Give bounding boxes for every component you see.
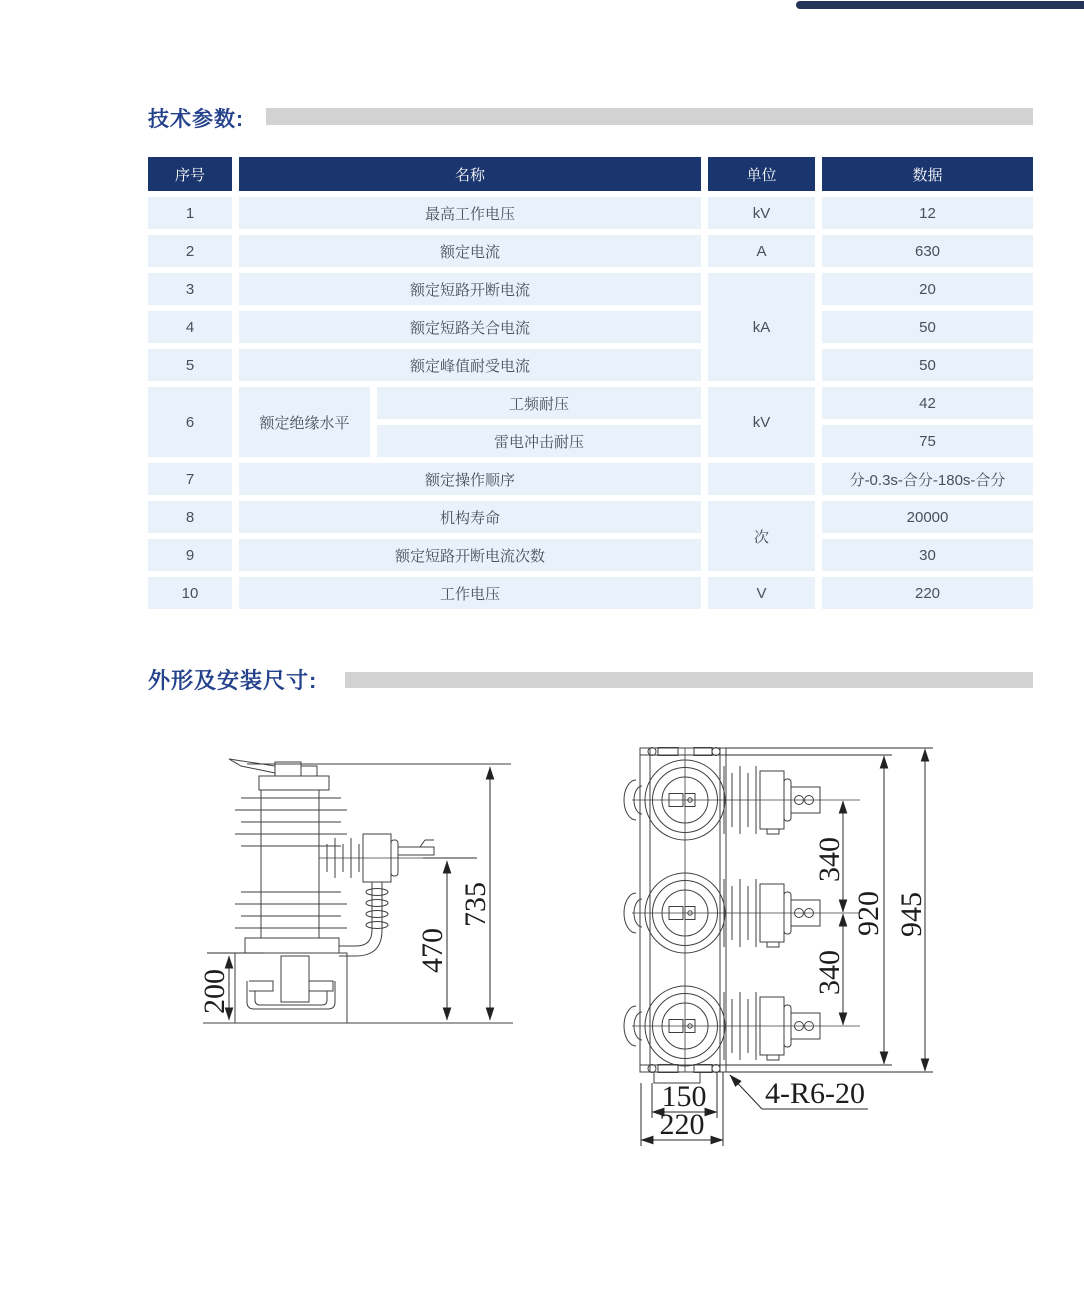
cell-unit: A [708,235,815,267]
drawing-top-view [628,735,968,1155]
dim-label-150: 150 [661,1080,707,1113]
cell-data: 50 [822,311,1033,343]
cell-no: 10 [148,577,232,609]
dim-label-920: 920 [852,891,885,936]
cell-unit: V [708,577,815,609]
pole-2 [624,873,860,953]
section-title-tech-params: 技术参数: [148,108,244,131]
cell-data: 42 [822,387,1033,419]
col-header-no: 序号 [148,157,232,191]
cell-unit-merged-ka: kA [708,273,815,381]
cell-data: 630 [822,235,1033,267]
cell-data: 75 [822,425,1033,457]
cell-data: 30 [822,539,1033,571]
cell-no: 5 [148,349,232,381]
cell-no: 1 [148,197,232,229]
top-accent-bar [796,1,1084,9]
col-header-name: 名称 [239,157,701,191]
col-header-unit: 单位 [708,157,815,191]
cell-no: 9 [148,539,232,571]
cell-unit-merged-ci: 次 [708,501,815,571]
cell-unit-empty [708,463,815,495]
cell-name: 最高工作电压 [239,197,701,229]
cell-data: 20 [822,273,1033,305]
dim-label-hole-note: 4-R6-20 [765,1077,865,1110]
cell-data: 12 [822,197,1033,229]
cell-no: 7 [148,463,232,495]
section-bar-tech-params [266,108,1033,125]
dim-label-470: 470 [416,928,449,973]
dim-label-340-top: 340 [813,837,846,882]
cell-no: 3 [148,273,232,305]
cell-subname: 雷电冲击耐压 [377,425,701,457]
cell-no: 6 [148,387,232,457]
section-bar-dimensions [345,672,1033,688]
col-header-data: 数据 [822,157,1033,191]
cell-data: 20000 [822,501,1033,533]
dim-label-200: 200 [198,969,231,1014]
drawing-side-view [195,740,525,1050]
cell-name: 额定操作顺序 [239,463,701,495]
dim-label-340-bottom: 340 [813,950,846,995]
cell-no: 2 [148,235,232,267]
cell-group-insulation: 额定绝缘水平 [239,387,370,457]
side-view-dim-lines [207,767,490,1020]
tech-params-table [148,157,1033,609]
cell-name: 额定峰值耐受电流 [239,349,701,381]
cell-unit-merged-kv: kV [708,387,815,457]
pole-1 [624,760,860,840]
cell-data: 分-0.3s-合分-180s-合分 [822,463,1033,495]
cell-name: 额定短路开断电流次数 [239,539,701,571]
cell-no: 8 [148,501,232,533]
section-title-dimensions: 外形及安装尺寸: [148,668,318,693]
cell-name: 工作电压 [239,577,701,609]
cell-data: 50 [822,349,1033,381]
dim-label-945: 945 [895,892,928,937]
cell-data: 220 [822,577,1033,609]
cell-unit: kV [708,197,815,229]
cell-subname: 工频耐压 [377,387,701,419]
cell-no: 4 [148,311,232,343]
cell-name: 额定短路关合电流 [239,311,701,343]
cell-name: 机构寿命 [239,501,701,533]
cell-name: 额定短路开断电流 [239,273,701,305]
dim-label-220: 220 [659,1108,705,1141]
pole-3 [624,986,860,1066]
dim-label-735: 735 [459,882,492,927]
cell-name: 额定电流 [239,235,701,267]
